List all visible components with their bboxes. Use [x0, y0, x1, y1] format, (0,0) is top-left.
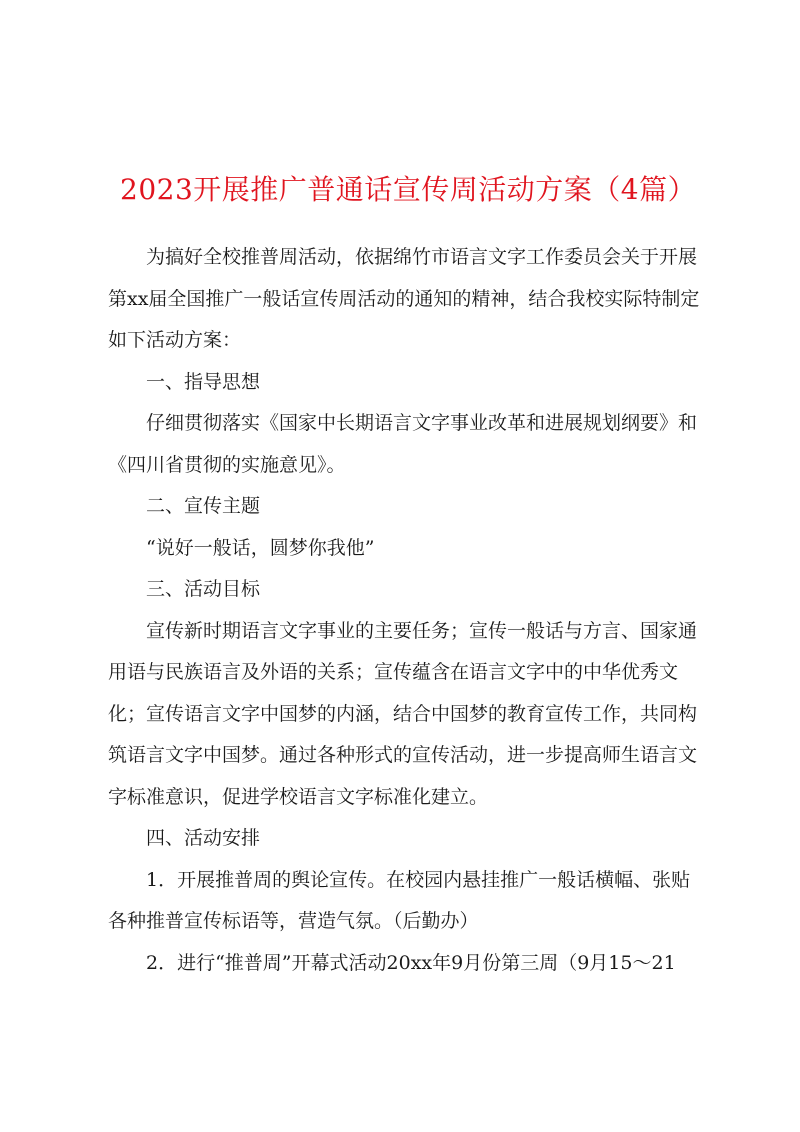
guiding-thought-paragraph: 仔细贯彻落实《国家中长期语言文字事业改革和进展规划纲要》和《四川省贯彻的实施意见》。	[108, 412, 698, 476]
intro-paragraph: 为搞好全校推普周活动，依据绵竹市语言文字工作委员会关于开展第xx届全国推广一般话宣传周活动的通知的精神，结合我校实际特制定如下活动方案：	[108, 246, 700, 351]
document-title: 2023开展推广普通话宣传周活动方案（4篇）	[120, 173, 697, 206]
goals-paragraph: 宣传新时期语言文字事业的主要任务；宣传一般话与方言、国家通用语与民族语言及外语的关系；宣传蕴含在语言文字中的中华优秀文化；宣传语言文字中国梦的内涵，结合中国梦的教育宣传工作，共同构筑语言文字中国梦。通过各种形式的宣传活动，进一步提高师生语言文字标准意识，促进学校语言文字标准化建立。	[108, 619, 698, 808]
arrangement-item-1: 1．开展推普周的舆论宣传。在校园内悬挂推广一般话横幅、张贴各种推普宣传标语等，营造气氛。（后勤办）	[108, 868, 691, 932]
section-heading-arrangements: 四、活动安排	[146, 827, 261, 849]
section-heading-theme: 二、宣传主题	[146, 495, 261, 517]
document-body	[108, 237, 700, 984]
arrangement-item-2: 2．进行“推普周”开幕式活动20xx年9月份第三周（9月15～21	[146, 951, 676, 974]
section-heading-guiding-thought: 一、指导思想	[146, 370, 261, 393]
theme-slogan: “说好一般话，圆梦你我他”	[146, 536, 375, 559]
section-heading-goals: 三、活动目标	[146, 578, 261, 600]
